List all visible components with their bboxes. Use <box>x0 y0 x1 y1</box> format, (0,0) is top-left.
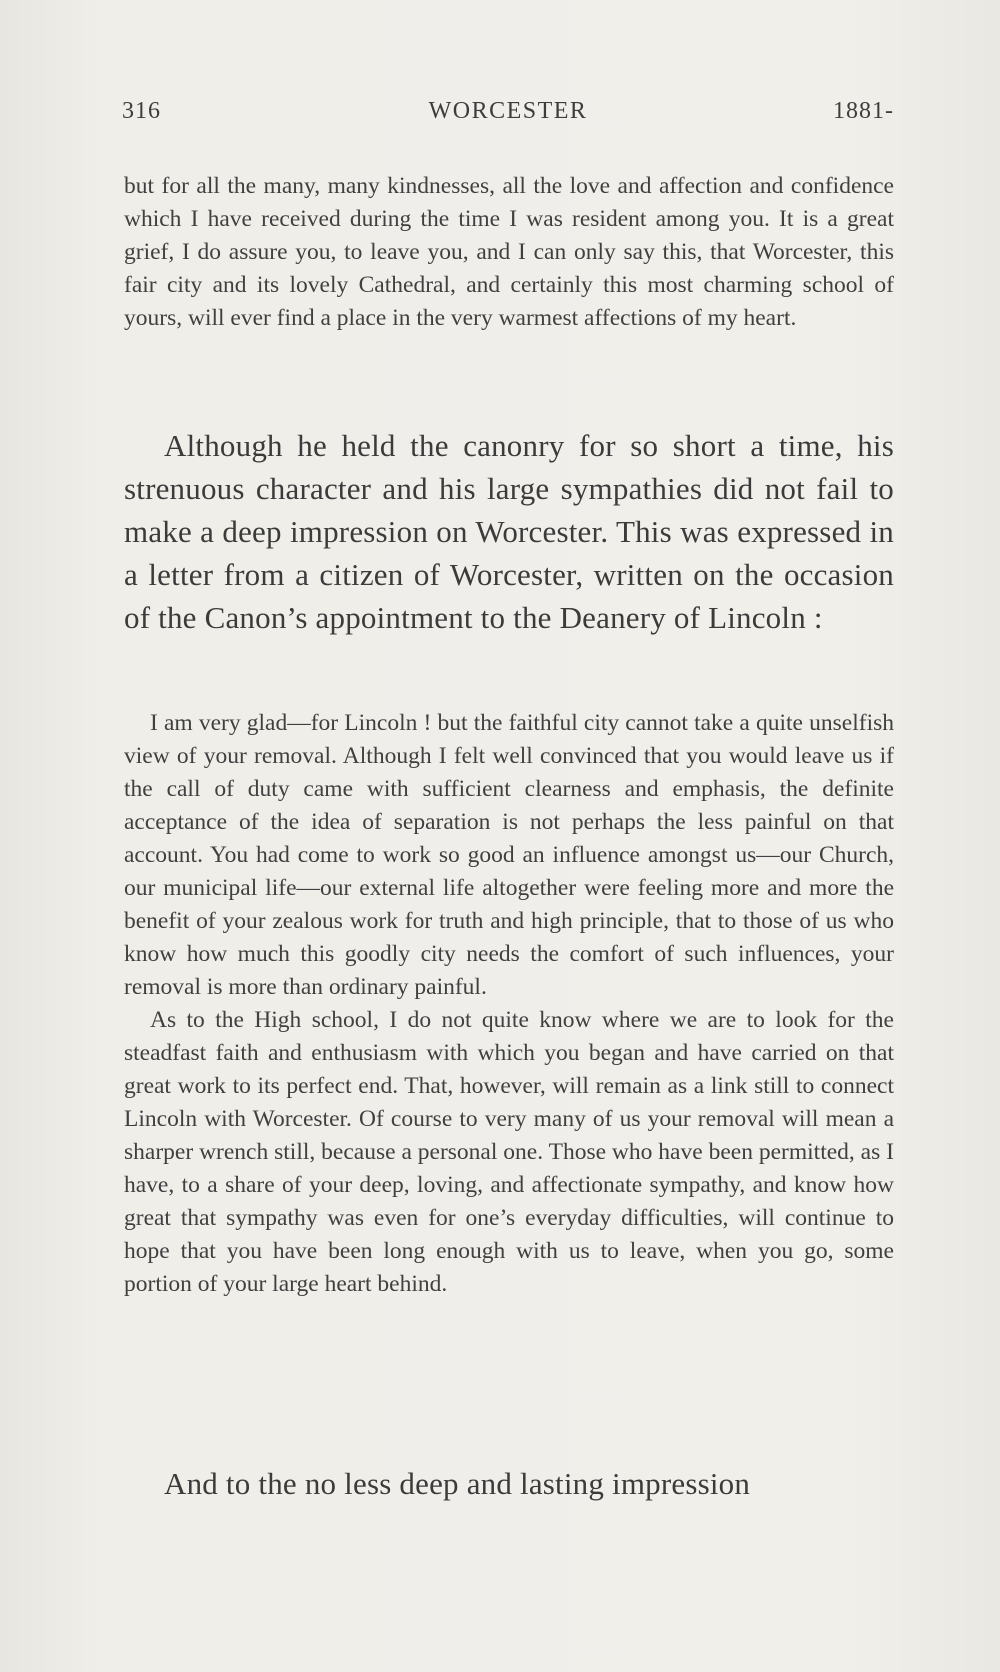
running-date: 1881- <box>833 98 894 124</box>
narrative-paragraph-1-text: Although he held the canonry for so short a time, his strenuous character and his large sympathies did not fail to make a deep impression on Worcester. This was expressed in a letter from a citizen of Worcester, written on the occasion of the Canon’s appointment to the Deanery of Lincoln : <box>124 428 894 635</box>
narrative-paragraph-2-text: And to the no less deep and lasting impression <box>164 1466 751 1501</box>
quote-continuation-text: but for all the many, many kindnesses, all the love and affection and confidence which I have received during the time I was resident among you. It is a great grief, I do assure you, to leave you, and I can only say this, that Worcester, this fair city and its lovely Cathedral, and certainly this most charming school of yours, will ever find a place in the very warmest affections of my heart. <box>124 173 894 331</box>
quote-continuation <box>124 170 894 335</box>
letter-paragraph-1: I am very glad—for Lincoln ! but the faithful city cannot take a quite unselfish view of your removal. Although I felt well convinced that you would leave us if the call of duty came with sufficient clearness and emphasis, the definite acceptance of the idea of separation is not perhaps the less painful on that account. You had come to work so good an influence amongst us—our Church, our municipal life—our external life altogether were feeling more and more the benefit of your zealous work for truth and high principle, that to those of us who know how much this goodly city needs the comfort of such influences, your removal is more than ordinary painful. <box>124 710 894 1000</box>
letter-quotation <box>124 707 894 1301</box>
running-title: WORCESTER <box>428 98 588 124</box>
page-number: 316 <box>122 98 161 124</box>
narrative-paragraph-1 <box>124 424 894 639</box>
letter-paragraph-2: As to the High school, I do not quite know where we are to look for the steadfast faith and enthusiasm with which you began and have carried on that great work to its perfect end. That, however, will remain as a link still to connect Lincoln with Worcester. Of course to very many of us your removal will mean a sharper wrench still, because a personal one. Those who have been permitted, as I have, to a share of your deep, loving, and affectionate sympathy, and know how great that sympathy was even for one’s everyday difficulties, will continue to hope that you have been long enough with us to leave, when you go, some portion of your large heart behind. <box>124 1007 894 1297</box>
running-head <box>122 98 894 134</box>
narrative-paragraph-2 <box>124 1462 894 1505</box>
